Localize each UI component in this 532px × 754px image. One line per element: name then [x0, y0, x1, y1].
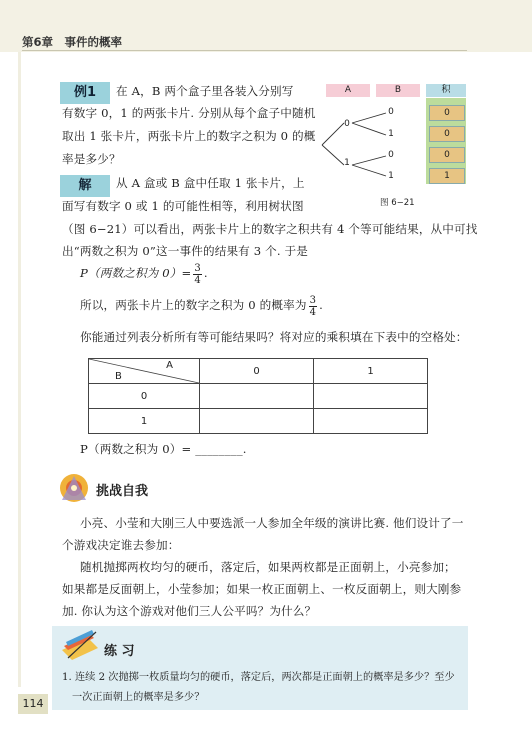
blank-cell[interactable]	[314, 409, 428, 434]
product-table	[88, 358, 428, 434]
blank-probability-line: P（两数之积为 0）= ________.	[80, 442, 247, 456]
exercise-line-1: 1. 连续 2 次抛掷一枚质量均匀的硬币，落定后，两次都是正面朝上的概率是多少？至少	[62, 672, 455, 683]
example-line-3: 取出 1 张卡片，两张卡片上的数字之积为 0 的概	[62, 129, 316, 143]
col-header-0: 0	[200, 359, 314, 384]
tree-header-a: A	[326, 84, 370, 97]
conclusion-suffix: .	[319, 298, 323, 312]
tree-b-node-1: 1	[388, 129, 394, 139]
prob-denominator: 4	[194, 274, 201, 286]
col-header-1: 1	[314, 359, 428, 384]
tree-header-b: B	[376, 84, 420, 97]
exercise-line-2: 一次正面朝上的概率是多少？	[72, 692, 205, 703]
rocket-icon	[54, 466, 94, 506]
challenge-line-2: 个游戏决定谁去参加：	[62, 538, 180, 552]
challenge-title: 挑战自我	[96, 484, 149, 499]
prob-numerator: 3	[194, 262, 201, 274]
tree-product-3: 1	[429, 168, 465, 184]
tree-product-1: 0	[429, 126, 465, 142]
blank-cell[interactable]	[200, 384, 314, 409]
solution-line-3: （图 6−21）可以看出，两张卡片上的数字之积共有 4 个等可能结果，从中可找	[62, 222, 478, 236]
tree-branches	[318, 84, 428, 184]
tree-header-product: 积	[426, 84, 466, 97]
chapter-title: 第6章 事件的概率	[22, 35, 123, 49]
example-line-4: 率是多少？	[62, 152, 121, 166]
prob-suffix: .	[203, 266, 208, 280]
tree-a-node-1: 1	[344, 158, 350, 168]
solution-line-1: 从 A 盒或 B 盒中任取 1 张卡片，上	[116, 176, 305, 190]
challenge-line-3: 随机抛掷两枚均匀的硬币，落定后，如果两枚都是正面朝上，小亮参加；	[80, 560, 456, 574]
notebook-pencil-icon	[58, 628, 102, 662]
corner-diagonal	[89, 359, 199, 383]
challenge-line-4: 如果都是反面朝上，小莹参加；如果一枚正面朝上、一枚反面朝上，则大刚参	[62, 582, 462, 596]
table-question: 你能通过列表分析所有等可能结果吗？将对应的乘积填在下表中的空格处：	[80, 330, 468, 344]
tree-b-node-3: 1	[388, 171, 394, 181]
probability-formula	[80, 262, 208, 286]
exercise-title: 练 习	[104, 644, 135, 659]
tree-product-0: 0	[429, 105, 465, 121]
tree-product-2: 0	[429, 147, 465, 163]
tree-b-node-2: 0	[388, 150, 394, 160]
page-number: 114	[18, 694, 48, 714]
row-header-1: 1	[89, 409, 200, 434]
table-row	[89, 384, 428, 409]
conclusion-line	[80, 294, 323, 318]
example-line-1: 在 A，B 两个盒子里各装入分别写	[116, 84, 294, 98]
tree-caption: 图 6−21	[380, 198, 415, 208]
solution-line-2: 面写有数字 0 或 1 的可能性相等，利用树状图	[62, 199, 304, 213]
blank-cell[interactable]	[314, 384, 428, 409]
solution-line-4: 出“两数之积为 0”这一事件的结果有 3 个. 于是	[62, 244, 309, 258]
prob-prefix: P（两数之积为 0）=	[80, 266, 192, 280]
table-corner-cell	[89, 359, 200, 384]
corner-label-b: B	[115, 371, 122, 382]
prob-fraction	[193, 263, 202, 286]
example-line-2: 有数字 0，1 的两张卡片. 分别从每个盒子中随机	[62, 106, 316, 120]
left-margin-bar	[18, 52, 21, 687]
row-header-0: 0	[89, 384, 200, 409]
challenge-line-1: 小亮、小莹和大刚三人中要选派一人参加全年级的演讲比赛. 他们设计了一	[80, 516, 464, 530]
conclusion-fraction	[309, 295, 318, 318]
conclusion-numerator: 3	[309, 294, 317, 306]
corner-label-a: A	[166, 360, 173, 371]
example-label: 例1	[60, 82, 110, 104]
tree-diagram	[318, 84, 466, 204]
conclusion-prefix: 所以，两张卡片上的数字之积为 0 的概率为	[80, 298, 307, 312]
header-divider	[22, 50, 467, 51]
tree-a-node-0: 0	[344, 119, 350, 129]
challenge-line-5: 加. 你认为这个游戏对他们三人公平吗？为什么？	[62, 604, 317, 618]
table-header-row	[89, 359, 428, 384]
table-row	[89, 409, 428, 434]
conclusion-denominator: 4	[309, 306, 317, 318]
solution-label: 解	[60, 175, 110, 197]
blank-cell[interactable]	[200, 409, 314, 434]
tree-b-node-0: 0	[388, 107, 394, 117]
